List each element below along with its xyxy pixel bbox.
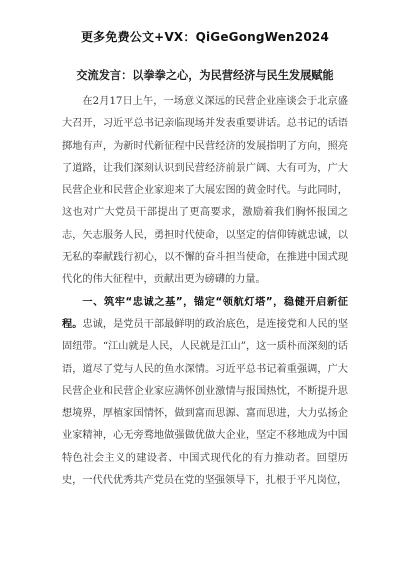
paragraph-text: 忠诚，是党员干部最鲜明的政治底色，是连接党和人民的坚固纽带。“江山就是人民，人民就是江山”，这一质朴而深刻的话语，道尽了党与人民的鱼水深情。习近平总书记着重强调，广大民营企业和民营企业家应满怀创业激情与报国热忱，不断提升思想境界，厚植家国情怀，做到富而思源、富而思进，大力弘扬企业家精神，心无旁骛地做强做优做大企业，坚定不移地成为中国特色社会主义的建设者、中国式现代化的有力推动者。回望历史，一代代优秀共产党员在党的坚强领导下，扎根于平凡岗位， (62, 318, 349, 487)
paragraph-intro (62, 91, 348, 292)
document-body (62, 91, 348, 492)
document-title: 交流发言：以拳拳之心，为民营经济与民生发展赋能 (76, 69, 334, 82)
page-header: 更多免费公文+VX：QiGeGongWen2024 (80, 30, 329, 44)
paragraph-text: 在2月17日上午，一场意义深远的民营企业座谈会于北京盛大召开，习近平总书记亲临现场并发表重要讲话。总书记的话语掷地有声，为新时代新征程中民营经济的发展指明了方向，照亮了道路，让我们深刻认识到民营经济前景广阔、大有可为，广大民营企业和民营企业家迎来了大展宏图的黄金时代。与此同时，这也对广大党员干部提出了更高要求，激励着我们胸怀报国之志，矢志服务人民，勇担时代使命，以坚定的信仰铸就忠诚，以无私的奉献践行初心，以不懈的奋斗担当使命，在推进中国式现代化的伟大征程中，贡献出更为磅礴的力量。 (62, 96, 348, 286)
section-heading: 一、筑牢“忠诚之基”，锚定“领航灯塔”，稳健开启新征程。 (62, 296, 348, 330)
paragraph-section-one (62, 292, 348, 493)
